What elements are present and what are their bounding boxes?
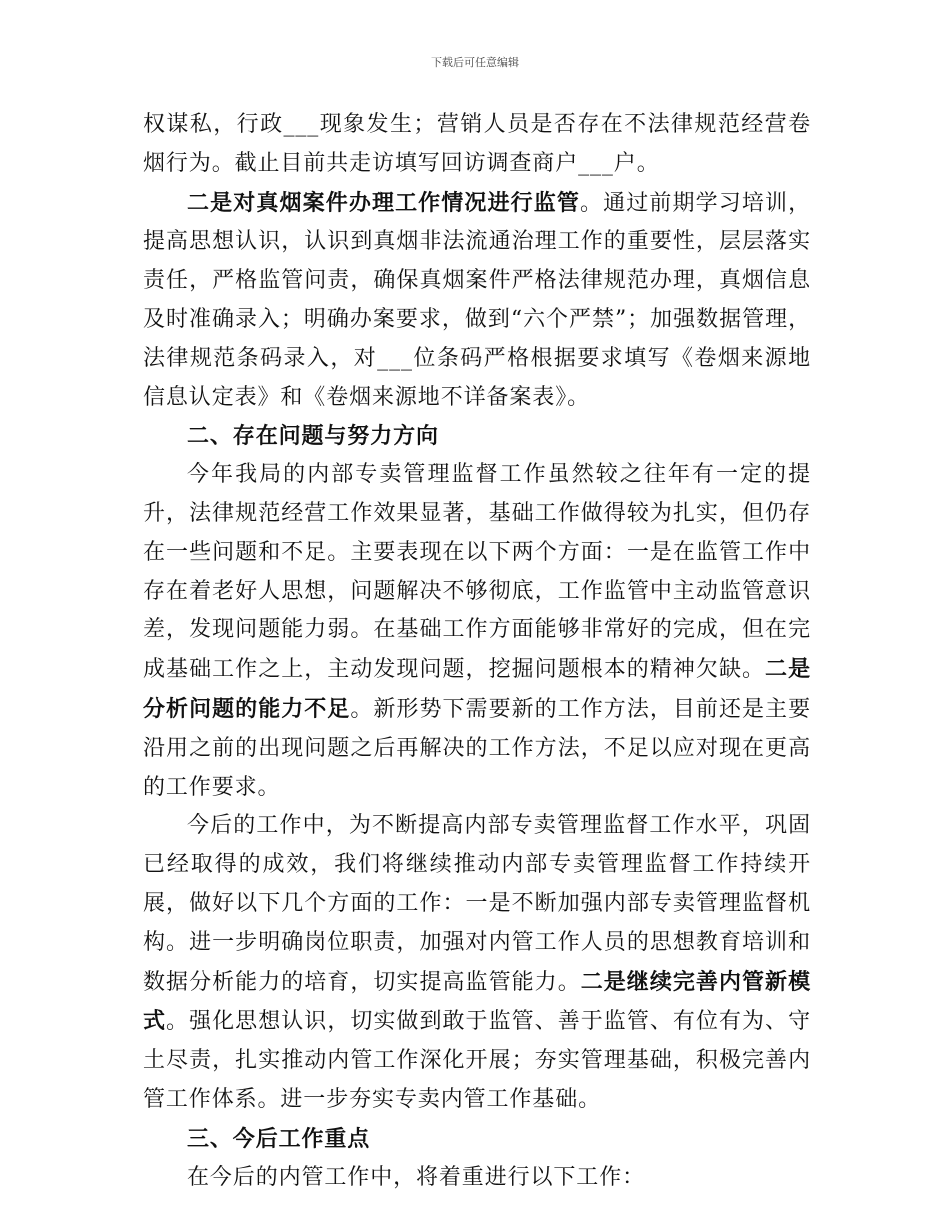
- section-heading-problems: 二、存在问题与努力方向: [187, 423, 439, 450]
- paragraph-case-supervision: [143, 184, 811, 418]
- paragraph-lead-bold: 二是对真烟案件办理工作情况进行监管: [187, 189, 581, 216]
- paragraph-text: 今年我局的内部专卖管理监督工作虽然较之往年有一定的提升，法律规范经营工作效果显著，基础工作做得较为扎实，但仍存在一些问题和不足。主要表现在以下两个方面：一是在监管工作中存在着老好人思想，问题解决不够彻底，工作监管中主动监管意识差，发现问题能力弱。在基础工作方面能够非常好的完成，但在完成基础工作之上，主动发现问题，挖掘问题根本的精神欠缺。: [143, 462, 811, 683]
- paragraph-text: 。强化思想认识，切实做到敢于监管、善于监管、有位有为、守土尽责，扎实推动内管工作深化开展；夯实管理基础，积极完善内管工作体系。进一步夯实专卖内管工作基础。: [143, 1009, 812, 1112]
- paragraph-text: 。新形势下需要新的工作方法，目前还是主要沿用之前的出现问题之后再解决的工作方法，不足以应对现在更高的工作要求。: [143, 696, 811, 800]
- paragraph-inline-bold: 二是继续完善内管新模式: [143, 968, 811, 1035]
- paragraph-problems: [143, 456, 811, 807]
- paragraph-text: 。通过前期学习培训，提高思想认识，认识到真烟非法流通治理工作的重要性，层层落实责任，严格监管问责，确保真烟案件严格法律规范办理，真烟信息及时准确录入；明确办案要求，做到“六个严禁”；加强数据管理，法律规范条码录入，对___位条码严格根据要求填写《卷烟来源地信息认定表》和《卷烟来源地不详备案表》。: [143, 190, 811, 410]
- paragraph-text: 今后的工作中，为不断提高内部专卖管理监督工作水平，巩固已经取得的成效，我们将继续推动内部专卖管理监督工作持续开展，做好以下几个方面的工作：一是不断加强内部专卖管理监督机构。进一步明确岗位职责，加强对内管工作人员的思想教育培训和数据分析能力的培育，切实提高监管能力。: [143, 813, 811, 995]
- section-heading-priorities: 三、今后工作重点: [187, 1125, 371, 1152]
- document-body: [143, 106, 811, 1197]
- paragraph-future-work: [143, 807, 811, 1119]
- page-header-note: 下载后可任意编辑: [431, 56, 519, 69]
- paragraph-continued: 权谋私，行政___现象发生；营销人员是否存在不法律规范经营卷烟行为。截止目前共走访填写回访调查商户___户。: [143, 112, 811, 176]
- paragraph-priorities-intro: 在今后的内管工作中，将着重进行以下工作：: [187, 1164, 646, 1190]
- paragraph-inline-bold: 二是分析问题的能力不足: [143, 656, 811, 722]
